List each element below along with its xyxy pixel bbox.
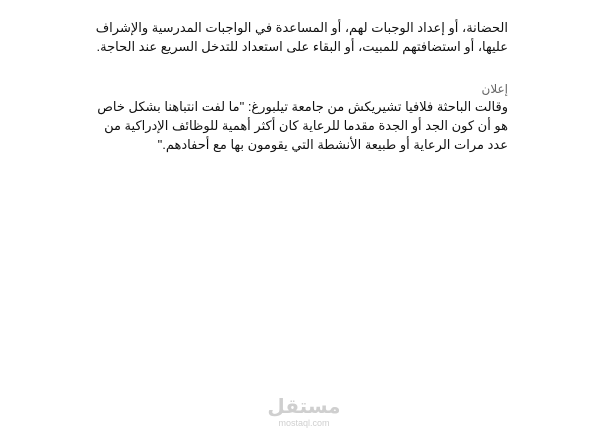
paragraph-2-line-3: عدد مرات الرعاية أو طبيعة الأنشطة التي يقومون بها مع أحفادهم."	[157, 137, 508, 152]
paragraph-1-line-2: عليها، أو استضافتهم للمبيت، أو البقاء على استعداد للتدخل السريع عند الحاجة.	[96, 39, 508, 54]
watermark-logo: مستقل	[267, 396, 341, 418]
paragraph-2	[96, 97, 508, 154]
ad-label: إعلان	[481, 82, 508, 96]
paragraph-2-line-1: وقالت الباحثة فلافيا تشيريكش من جامعة تيلبورغ: "ما لفت انتباهنا بشكل خاص	[97, 99, 508, 114]
paragraph-1	[96, 18, 508, 56]
watermark-url: mostaql.com	[278, 418, 330, 428]
paragraph-2-line-2: هو أن كون الجد أو الجدة مقدما للرعاية كان أكثر أهمية للوظائف الإدراكية من	[104, 118, 508, 133]
paragraph-1-line-1: الحضانة، أو إعداد الوجبات لهم، أو المساعدة في الواجبات المدرسية والإشراف	[95, 20, 508, 35]
mostaql-watermark	[263, 396, 345, 428]
article-body	[96, 18, 508, 154]
